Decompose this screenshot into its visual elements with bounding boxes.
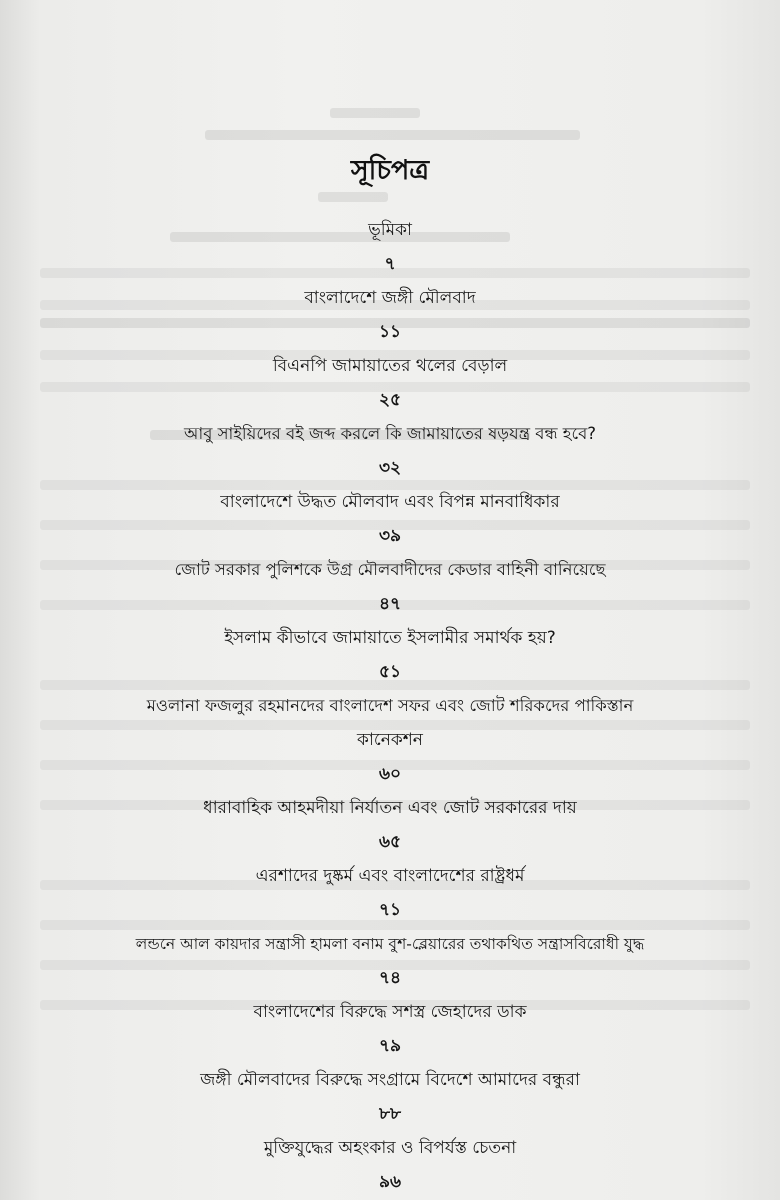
toc-page-number: ৭৯	[378, 1036, 402, 1056]
toc-entry-title: ইসলাম কীভাবে জামায়াতে ইসলামীর সমার্থক হয়?	[224, 628, 556, 648]
toc-page-number: ৫১	[378, 662, 402, 682]
toc-page-number: ৬০	[378, 764, 402, 784]
toc-entry-title: বাংলাদেশে জঙ্গী মৌলবাদ	[304, 288, 476, 308]
page-title: সূচিপত্র	[350, 155, 430, 186]
toc-page-number: ১১	[378, 322, 402, 342]
toc-entry-title: বাংলাদেশের বিরুদ্ধে সশস্ত্র জেহাদের ডাক	[253, 1002, 527, 1022]
bleed-through-line	[205, 130, 580, 140]
toc-entry-title: বিএনপি জামায়াতের থলের বেড়াল	[272, 356, 508, 376]
toc-page-number: ৭১	[378, 900, 402, 920]
toc-entry-title: ভূমিকা	[368, 220, 412, 240]
table-of-contents	[20, 213, 760, 1199]
toc-page-number: ৬৫	[378, 832, 402, 852]
toc-entry-title: মুক্তিযুদ্ধের অহংকার ও বিপর্যস্ত চেতনা	[263, 1138, 517, 1158]
toc-entry-title: এরশাদের দুষ্কর্ম এবং বাংলাদেশের রাষ্ট্রধর্ম	[255, 866, 525, 886]
toc-entry-title: জোট সরকার পুলিশকে উগ্র মৌলবাদীদের কেডার বাহিনী বানিয়েছে	[174, 560, 606, 579]
toc-entry-title: ধারাবাহিক আহমদীয়া নির্যাতন এবং জোট সরকারের দায়	[203, 798, 577, 818]
toc-page-number: ৭	[384, 254, 396, 274]
toc-page-number: ৩২	[378, 458, 402, 478]
toc-entry-title: আবু সাইয়িদের বই জব্দ করলে কি জামায়াতের ষড়যন্ত্র বন্ধ হবে?	[183, 424, 597, 443]
toc-page-number: ৩৯	[378, 526, 402, 546]
toc-entry-title: জঙ্গী মৌলবাদের বিরুদ্ধে সংগ্রামে বিদেশে আমাদের বন্ধুরা	[200, 1070, 580, 1090]
toc-page-number: ৯৬	[378, 1172, 402, 1192]
toc-page-number: ২৫	[378, 390, 402, 410]
toc-page-number: ৮৮	[378, 1104, 402, 1124]
toc-entry-title: বাংলাদেশে উদ্ধত মৌলবাদ এবং বিপন্ন মানবাধিকার	[220, 492, 560, 512]
toc-page-number: ৭৪	[378, 968, 402, 988]
bleed-through-line	[330, 108, 420, 118]
toc-page-number: ৪৭	[378, 594, 402, 614]
toc-entry-title-continued: কানেকশন	[357, 730, 423, 750]
toc-entry-title: লন্ডনে আল কায়দার সন্ত্রাসী হামলা বনাম বুশ-ব্লেয়ারের তথাকথিত সন্ত্রাসবিরোধী যুদ্ধ	[135, 935, 645, 953]
toc-entry-title: মওলানা ফজলুর রহমানদের বাংলাদেশ সফর এবং জোট শরিকদের পাকিস্তান	[146, 696, 634, 715]
